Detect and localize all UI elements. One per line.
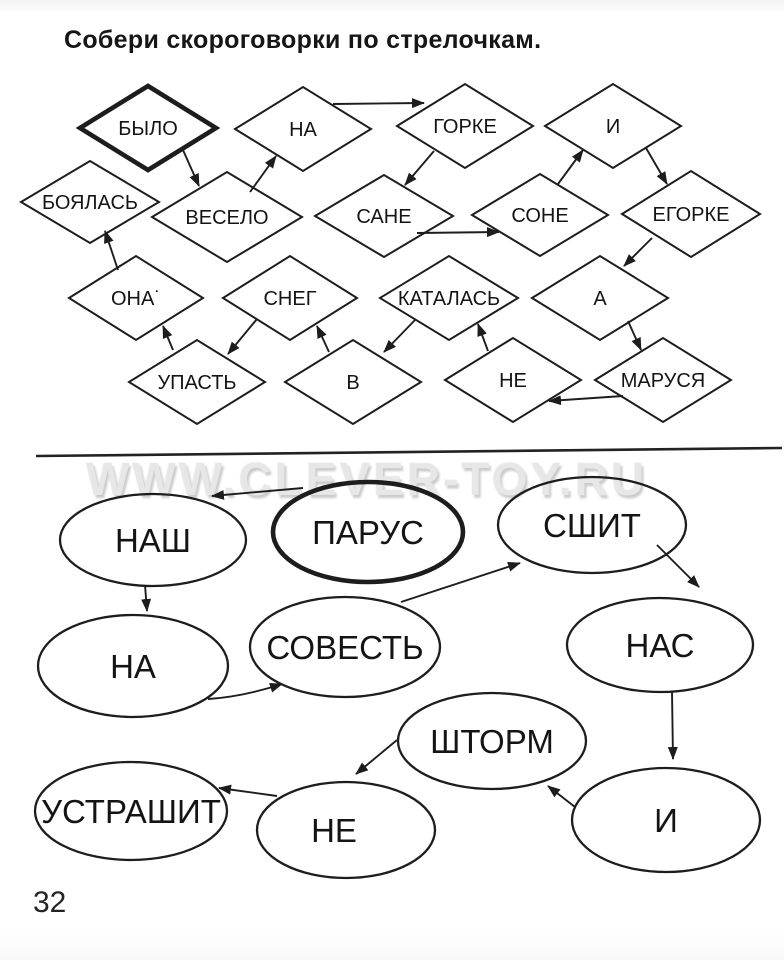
diamond-sane <box>315 175 453 257</box>
diamond-i <box>545 84 681 168</box>
ellipse-sshit-label: СШИТ <box>543 507 641 544</box>
arrow-ne-ustrashit <box>219 788 277 796</box>
arrow-ona-boyalas <box>105 231 118 270</box>
arrow-parus-nash <box>212 488 303 496</box>
diamond-boyalas <box>21 161 159 243</box>
arrow-gorke-sane <box>405 151 434 185</box>
diamond-upast <box>129 340 265 424</box>
diamond-ona-label: ОНА˙ <box>111 288 161 310</box>
diamond-ona <box>69 256 203 340</box>
diamond-bylo-label: БЫЛО <box>118 118 178 140</box>
arrow-upast-ona <box>163 326 173 350</box>
ellipse-ustrashit-label: УСТРАШИТ <box>41 793 221 830</box>
arrow-na-gorke <box>333 103 424 104</box>
page-number: 32 <box>33 886 67 919</box>
ellipse-parus <box>273 482 463 582</box>
ellipse-sshit <box>498 477 686 573</box>
watermark-text: WWW.CLEVER-TOY.RU <box>86 453 648 505</box>
arrow-bylo-veselo <box>183 150 199 186</box>
arrow-a-marusya <box>628 321 641 350</box>
bottom-puzzle <box>35 477 760 878</box>
arrow-egorke-a <box>624 238 652 266</box>
diamond-katalas <box>380 256 518 340</box>
ellipse-shtorm-label: ШТОРМ <box>430 723 554 760</box>
arrow-sone-i <box>558 150 583 184</box>
diamond-i-label: И <box>605 116 621 138</box>
top-puzzle <box>21 84 760 424</box>
arrow-i-shtorm <box>548 786 575 807</box>
ellipse-i <box>572 768 760 872</box>
diamond-a <box>532 256 668 340</box>
diamond-bylo <box>80 86 216 170</box>
diamond-sneg <box>223 256 357 340</box>
arrow-katalas-v <box>384 320 415 352</box>
diamond-sone <box>472 174 608 256</box>
ellipse-nas-label: НАС <box>625 627 695 664</box>
diamond-katalas-label: КАТАЛАСЬ <box>397 288 501 310</box>
arrow-shtorm-ne <box>356 740 397 774</box>
ellipse-parus-label: ПАРУС <box>312 514 424 551</box>
diamond-na <box>235 87 371 171</box>
diamond-upast-label: УПАСТЬ <box>157 372 237 394</box>
diamond-egorke <box>622 171 760 257</box>
diamond-marusya-label: МАРУСЯ <box>620 370 706 392</box>
arrow-sane-sone <box>417 232 499 233</box>
arrow-sovest-sshit <box>401 563 520 602</box>
arrow-veselo-na <box>250 156 276 192</box>
diamond-v-label: В <box>346 372 360 394</box>
ellipse-sovest <box>250 597 440 697</box>
diamond-egorke-label: ЕГОРКЕ <box>652 204 730 226</box>
ellipse-i-label: И <box>654 802 678 839</box>
ellipse-na <box>38 615 228 717</box>
arrow-marusya-ne <box>549 396 623 401</box>
diamond-boyalas-label: БОЯЛАСЬ <box>41 192 139 214</box>
page-title: Собери скороговорки по стрелочкам. <box>64 26 542 54</box>
arrow-nas-i <box>672 692 673 759</box>
arrow-sneg-upast <box>228 319 257 354</box>
ellipse-ne <box>257 782 435 878</box>
section-divider <box>36 448 782 456</box>
diamond-sneg-label: СНЕГ <box>263 288 317 310</box>
diamond-veselo <box>152 172 302 262</box>
arrow-v-sneg <box>317 326 329 352</box>
ellipse-nas <box>567 598 753 692</box>
ellipse-sovest-label: СОВЕСТЬ <box>266 629 424 666</box>
ellipse-ne-label: НЕ <box>311 812 357 849</box>
ellipse-nash <box>60 494 246 586</box>
ellipse-na-label: НА <box>110 648 156 685</box>
diamond-na-label: НА <box>289 119 317 141</box>
ellipse-shtorm <box>398 693 586 789</box>
arrow-sshit-nas <box>657 545 699 587</box>
diamond-ne-label: НЕ <box>499 370 527 392</box>
arrow-ne-katalas <box>478 324 488 351</box>
diamond-ne <box>445 338 581 422</box>
diamond-a-label: А <box>593 288 607 310</box>
diamond-gorke-label: ГОРКЕ <box>433 116 497 138</box>
diamond-veselo-label: ВЕСЕЛО <box>185 207 269 229</box>
diamond-marusya <box>595 338 731 422</box>
ellipse-nash-label: НАШ <box>114 522 192 559</box>
diamond-v <box>285 340 421 424</box>
diamond-sone-label: СОНЕ <box>511 205 569 227</box>
diamond-sane-label: САНЕ <box>356 206 412 228</box>
diamond-gorke <box>397 84 533 168</box>
arrow-i-egorke <box>646 148 667 184</box>
arrow-nash-na <box>145 585 147 611</box>
ellipse-ustrashit <box>35 762 227 860</box>
